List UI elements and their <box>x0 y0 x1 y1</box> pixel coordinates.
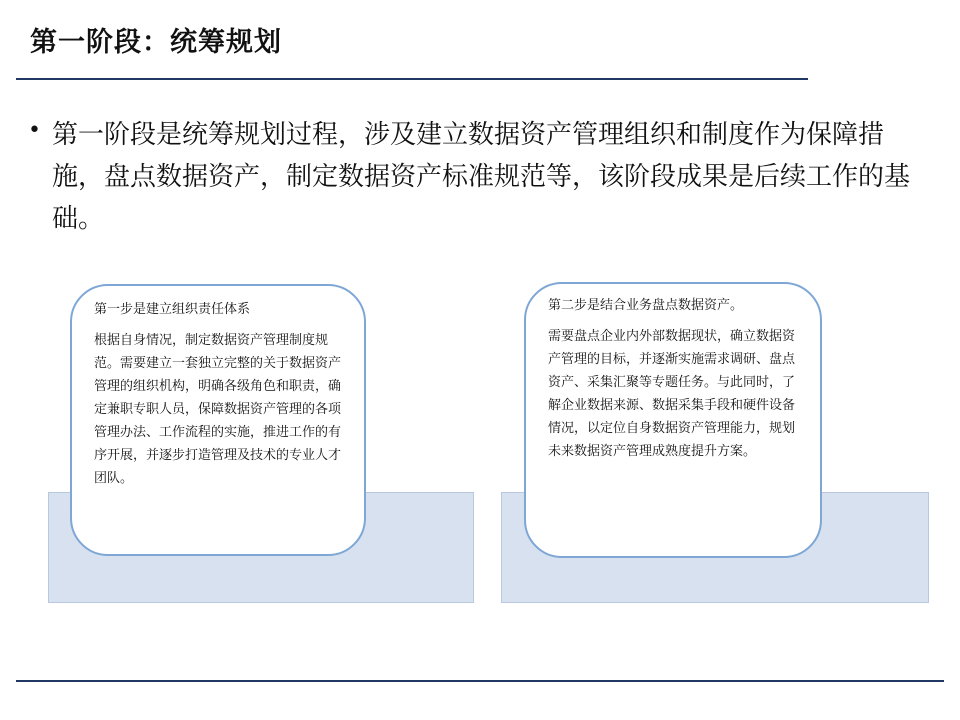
bullet-text: 第一阶段是统筹规划过程，涉及建立数据资产管理组织和制度作为保障措施，盘点数据资产，制定数据资产标准规范等，该阶段成果是后续工作的基础。 <box>52 120 911 234</box>
step-two-heading: 第二步是结合业务盘点数据资产。 <box>548 298 744 313</box>
bullet-marker: • <box>28 118 41 143</box>
step-one-body: 根据自身情况，制定数据资产管理制度规范。需要建立一套独立完整的关于数据资产管理的组织机构，明确各级角色和职责，确定兼职专职人员，保障数据资产管理的各项管理办法、工作流程的实施，推进工作的有序开展，并逐步打造管理及技术的专业人才团队。 <box>94 333 342 486</box>
title-divider <box>16 78 808 80</box>
footer-divider <box>16 680 944 682</box>
step-two-body: 需要盘点企业内外部数据现状，确立数据资产管理的目标，并逐渐实施需求调研、盘点资产、采集汇聚等专题任务。与此同时，了解企业数据来源、数据采集手段和硬件设备情况，以定位自身数据资产管理能力，规划未来数据资产管理成熟度提升方案。 <box>548 329 796 459</box>
page-title: 第一阶段：统筹规划 <box>30 27 282 58</box>
step-one-heading: 第一步是建立组织责任体系 <box>94 302 251 317</box>
step-two-card <box>524 282 822 558</box>
step-one-card <box>70 284 366 556</box>
